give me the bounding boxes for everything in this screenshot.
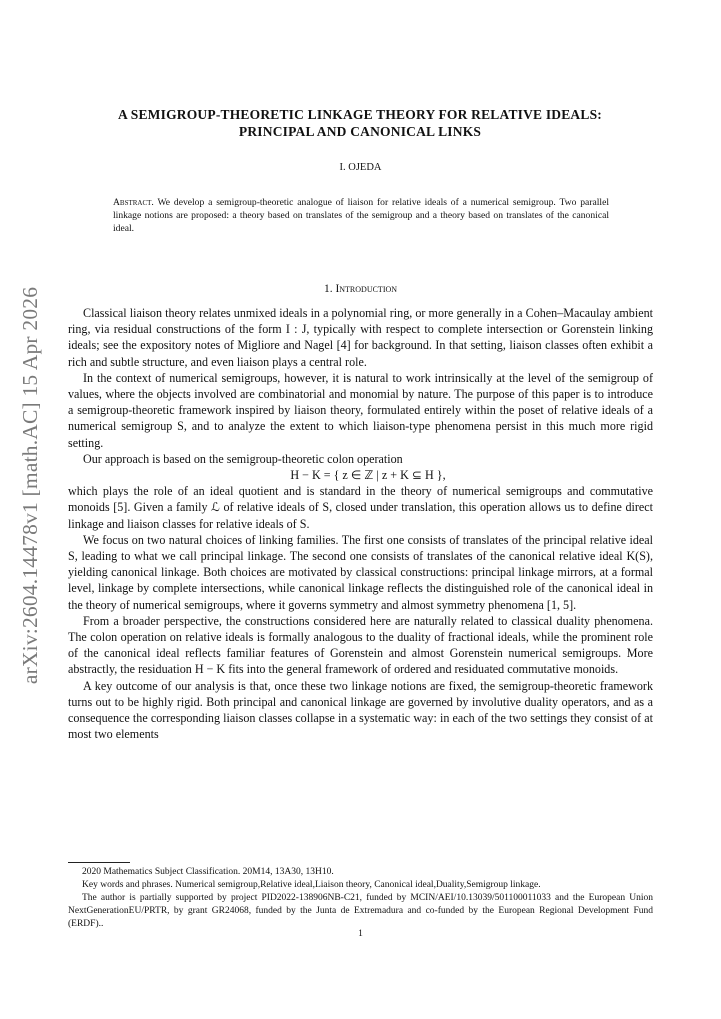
arxiv-identifier xyxy=(8,285,54,685)
footnote-funding: The author is partially supported by project PID2022-138906NB-C21, funded by MCIN/AEI/10.13039/501100011033 and the European Union NextGenerationEU/PRTR, by grant GR24068, funded by the Junta de Extremadura and co-funded by the European Regional Development Fund (ERDF).. xyxy=(68,893,653,929)
paragraph: From a broader perspective, the constructions considered here are naturally related to classical duality phenomena. The colon operation on relative ideals is formally analogous to the duality of fractional ideals, while the prominent role of the canonical ideal reflects familiar features of Gorenstein and almost Gorenstein numerical semigroups. More abstractly, the residuation H − K fits into the general framework of ordered and residuated commutative monoids. xyxy=(68,613,653,677)
paragraph: In the context of numerical semigroups, however, it is natural to work intrinsically at the level of the semigroup of values, where the objects involved are combinatorial and monomial by nature. The purpose of this paper is to introduce a semigroup-theoretic framework inspired by liaison theory, formulated entirely within the poset of relative ideals of a numerical semigroup S, and to analyze the extent to which liaison-type phenomena persist in this much more rigid setting. xyxy=(68,370,653,450)
footnote-msc: 2020 Mathematics Subject Classification. 20M14, 13A30, 13H10. xyxy=(82,867,334,877)
page-number: 1 xyxy=(358,929,363,939)
paragraph: Classical liaison theory relates unmixed ideals in a polynomial ring, or more generally in a Cohen–Macaulay ambient ring, via residual constructions of the form I : J, typically with respect to complete intersection or Gorenstein linking ideals; see the expository notes of Migliore and Nagel [4] for background. In that setting, liaison classes often exhibit a rich and subtle structure, and even liaison plays a central role. xyxy=(68,306,653,369)
abstract xyxy=(113,196,609,235)
body-text xyxy=(68,305,653,742)
section-number: 1. xyxy=(323,283,333,295)
paragraph: Our approach is based on the semigroup-theoretic colon operation xyxy=(83,451,403,466)
display-equation: H − K = { z ∈ ℤ | z + K ⊆ H }, xyxy=(290,468,446,483)
footnotes xyxy=(68,866,653,931)
abstract-label: Abstract. xyxy=(113,197,154,208)
arxiv-identifier-text: arXiv:2604.14478v1 [math.AC] 15 Apr 2026 xyxy=(18,286,43,684)
section-title: Introduction xyxy=(335,283,398,295)
paper-title: A SEMIGROUP-THEORETIC LINKAGE THEORY FOR RELATIVE IDEALS: PRINCIPAL AND CANONICAL LINKS xyxy=(117,107,602,139)
footnote-rule xyxy=(68,862,130,863)
footnote-keywords: Key words and phrases. Numerical semigroup,Relative ideal,Liaison theory, Canonical ideal,Duality,Semigroup linkage. xyxy=(82,880,541,890)
author-name: I. OJEDA xyxy=(339,162,382,173)
paragraph: We focus on two natural choices of linking families. The first one consists of translates of the principal relative ideal S, leading to what we call principal linkage. The second one consists of translates of the canonical relative ideal K(S), yielding canonical linkage. Both choices are motivated by classical constructions: principal linkage mirrors, at a formal level, linkage by complete intersections, while canonical linkage reflects the distinguished role of the canonical ideal in the theory of numerical semigroups, where it governs symmetry and almost symmetry phenomena [1, 5]. xyxy=(68,532,653,612)
paragraph: which plays the role of an ideal quotient and is standard in the theory of numerical semigroups and commutative monoids [5]. Given a family ℒ of relative ideals of S, closed under translation, this operation allows us to define direct linkage and liaison classes for relative ideals of S. xyxy=(68,484,653,531)
paragraph: A key outcome of our analysis is that, once these two linkage notions are fixed, the semigroup-theoretic framework turns out to be highly rigid. Both principal and canonical linkage are governed by involutive duality operators, and as a consequence the corresponding liaison classes collapse in a systematic way: in each of the two settings they consist of at most two elements xyxy=(68,678,653,742)
abstract-text: We develop a semigroup-theoretic analogue of liaison for relative ideals of a numerical semigroup. Two parallel linkage notions are proposed: a theory based on translates of the semigroup and a theory based on translates of the canonical ideal. xyxy=(113,197,609,234)
section-heading xyxy=(0,283,721,295)
